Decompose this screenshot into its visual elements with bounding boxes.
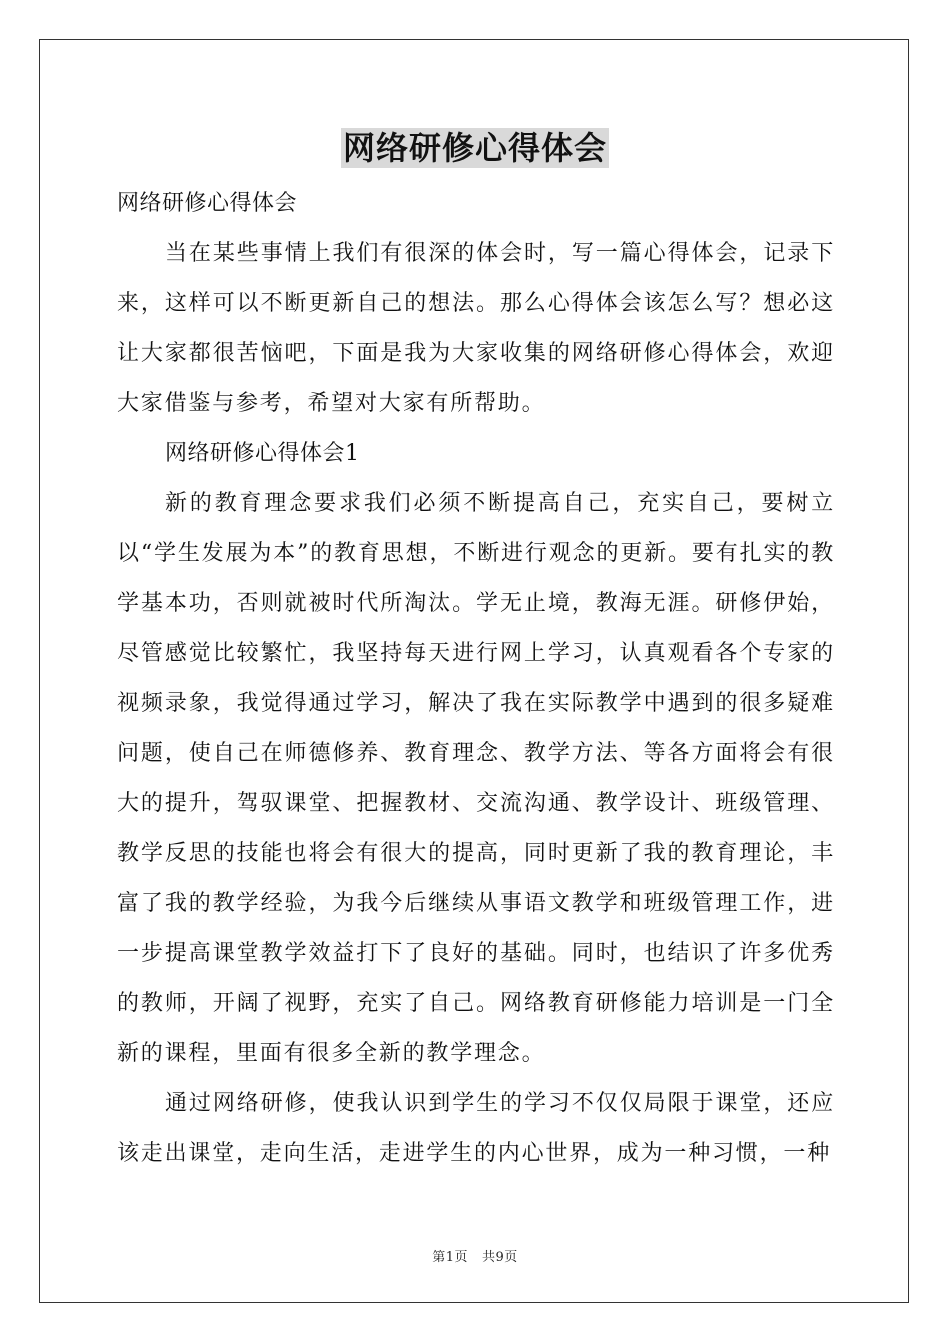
section-heading: 网络研修心得体会1 xyxy=(165,441,360,466)
paragraph-body-1: 新的教育理念要求我们必须不断提高自己，充实自己，要树立以“学生发展为本”的教育思想，不断进行观念的更新。要有扎实的教学基本功，否则就被时代所淘汰。学无止境，教海无涯。研修伊始，尽管感觉比较繁忙，我坚持每天进行网上学习，认真观看各个专家的视频录象，我觉得通过学习，解决了我在实际教学中遇到的很多疑难问题，使自己在师德修养、教育理念、教学方法、等各方面将会有很大的提升，驾驭课堂、把握教材、交流沟通、教学设计、班级管理、教学反思的技能也将会有很大的提高，同时更新了我的教育理论，丰富了我的教学经验，为我今后继续从事语文教学和班级管理工作，进一步提高课堂教学效益打下了良好的基础。同时，也结识了许多优秀的教师，开阔了视野，充实了自己。网络教育研修能力培训是一门全新的课程，里面有很多全新的教学理念。 xyxy=(117,491,835,1066)
document-subtitle: 网络研修心得体会 xyxy=(117,191,298,216)
paragraph-intro: 当在某些事情上我们有很深的体会时，写一篇心得体会，记录下来，这样可以不断更新自己的想法。那么心得体会该怎么写？想必这让大家都很苦恼吧，下面是我为大家收集的网络研修心得体会，欢迎大家借鉴与参考，希望对大家有所帮助。 xyxy=(117,241,835,416)
paragraph-body-2: 通过网络研修，使我认识到学生的学习不仅仅局限于课堂，还应该走出课堂，走向生活，走进学生的内心世界，成为一种习惯，一种 xyxy=(117,1091,835,1166)
document-body xyxy=(117,179,835,1179)
document-title: 网络研修心得体会 xyxy=(342,129,607,167)
title-container xyxy=(0,128,950,168)
page-number: 第1页 xyxy=(432,1250,468,1265)
page-total: 共9页 xyxy=(482,1250,518,1265)
page-footer xyxy=(0,1246,950,1265)
